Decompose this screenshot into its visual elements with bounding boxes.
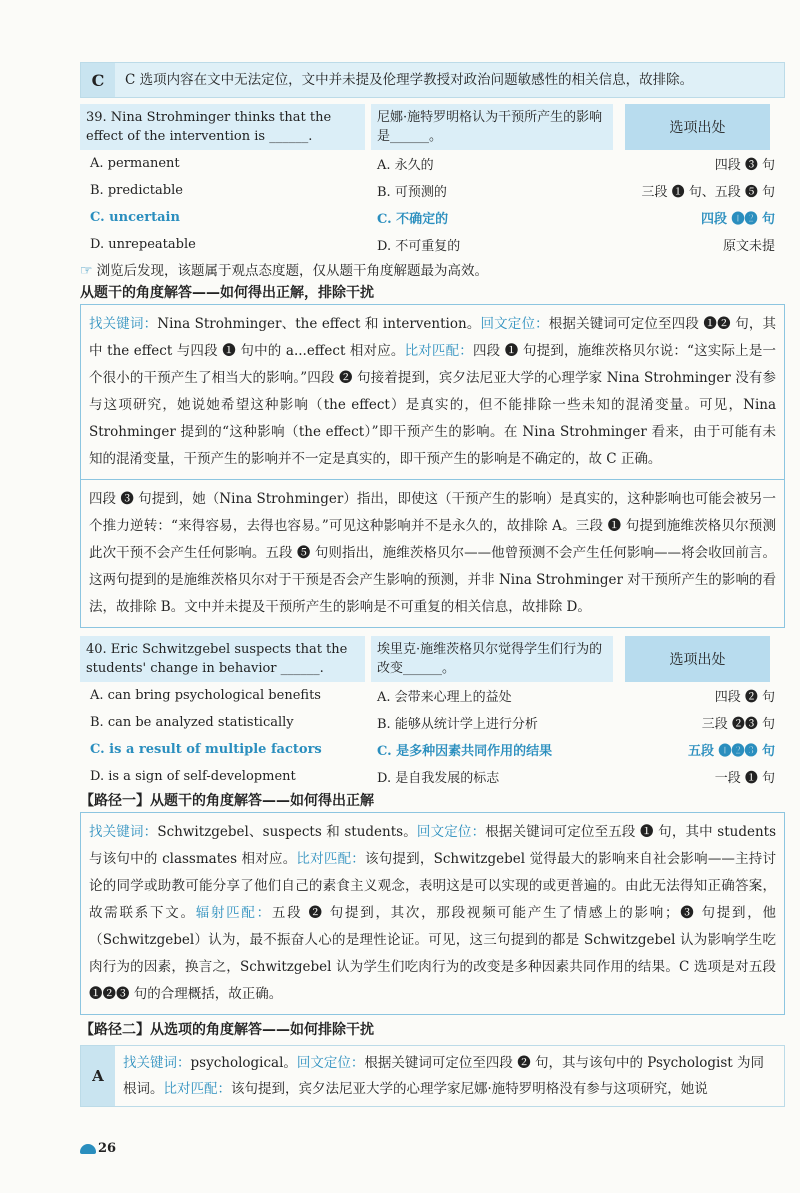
analysis-step-label: 找关键词： [123,1055,191,1071]
option-source: 一段 ❶ 句 [714,771,775,786]
option-chinese: D. 是自我发展的标志 [377,771,500,786]
tip-text: 浏览后发现，该题属于观点态度题，仅从题干角度解题最为高效。 [96,263,489,279]
analysis-step-label: 比对匹配： [296,851,365,867]
question-40-options [80,682,785,790]
question-39-chinese: 尼娜·施特罗明格认为干预所产生的影响是______。 [371,104,613,150]
analysis-text: 五段 ❷ 句提到，其次，那段视频可能产生了情感上的影响；❸ 句提到，他（Schwitzgebel）认为，最不振奋人心的是理性论证。可见，这三句提到的都是 Schwitzgebel 认为影响学生吃肉行为的因素，换言之，Schwitzgebel 认为学生们吃肉行为的改变是多种因素共同作用的结果。C 选项是对五段 ❶❷❸ 句的合理概括，故正确。 [89,905,777,1002]
option-row [80,150,785,177]
question-39-options [80,150,785,258]
analysis-step-label: 回文定位： [480,316,549,332]
option-source: 三段 ❷❸ 句 [701,717,775,732]
source-column-header: 选项出处 [625,104,770,150]
question-39 [80,104,785,258]
analysis-step-label: 回文定位： [416,824,486,840]
question-39-english: 39. Nina Strohminger thinks that the effect of the intervention is ______. [80,104,365,150]
analysis-text: 四段 ❶ 句提到，施维茨格贝尔说：“这实际上是一个很小的干预产生了相当大的影响。”四段 ❷ 句接着提到，宾夕法尼亚大学的心理学家 Nina Strohminger 没有参与这项研究，她说她希望这种影响（the effect）是真实的，但不能排除一些未知的混淆变量。可见，Nina Strohminger 提到的“这种影响（the effect）”即干预产生的影响。在 Nina Strohminger 看来，由于可能有未知的混淆变量，干预产生的影响并不一定是真实的，即干预产生的影响是不确定的，故 C 正确。 [89,343,777,467]
book-logo-icon [80,1144,96,1154]
option-chinese: B. 能够从统计学上进行分析 [377,717,538,732]
option-row [80,709,785,736]
q40-path1-heading: 【路径一】从题干的角度解答——如何得出正解 [80,793,374,809]
option-a-text [115,1046,784,1106]
question-40-english: 40. Eric Schwitzgebel suspects that the students' change in behavior ______. [80,636,365,682]
option-chinese: C. 不确定的 [377,212,449,227]
option-source: 原文未提 [722,239,775,254]
analysis-step-label: 辐射匹配： [195,905,272,921]
option-a-explanation [80,1045,785,1107]
option-chinese: C. 是多种因素共同作用的结果 [377,744,553,759]
q39-analysis-box-2: 四段 ❸ 句提到，她（Nina Strohminger）指出，即使这（干预产生的影响）是真实的，这种影响也可能会被另一个推力逆转：“来得容易，去得也容易。”可见这种影响并不是永久的，故排除 A。三段 ❶ 句提到施维茨格贝尔预测此次干预不会产生任何影响。五段 ❺ 句则指出，施维茨格贝尔——他曾预测不会产生任何影响——将会收回前言。这两句提到的是施维茨格贝尔对于干预是否会产生影响的预测，并非 Nina Strohminger 对干预所产生的影响的看法，故排除 B。文中并未提及干预所产生的影响是不可重复的相关信息，故排除 D。 [80,480,785,628]
option-english: B. predictable [90,183,183,198]
option-english: C. is a result of multiple factors [90,742,322,757]
analysis-text: 根据关键词可定位至五段 ❶ 句，其中 students 与该句中的 classmates 相对应。 [89,824,777,867]
option-chinese: A. 永久的 [377,158,434,173]
option-english: C. uncertain [90,210,180,225]
page-number: 26 [98,1141,117,1156]
question-39-header [80,104,785,150]
analysis-text: psychological。 [190,1055,297,1071]
analysis-step-label: 比对匹配： [163,1081,231,1097]
analysis-text: Nina Strohminger、the effect 和 intervention。 [157,316,481,332]
option-row [80,763,785,790]
option-row [80,231,785,258]
option-source: 四段 ❸ 句 [714,158,775,173]
option-letter: C [81,63,115,97]
page-content [80,62,785,1107]
analysis-step-label: 回文定位： [296,1055,365,1071]
analysis-step-label: 找关键词： [89,824,158,840]
source-column-header: 选项出处 [625,636,770,682]
page-footer [80,1141,116,1156]
option-letter: A [81,1046,115,1106]
analysis-text: 该句提到，宾夕法尼亚大学的心理学家尼娜·施特罗明格没有参与这项研究，她说 [231,1081,708,1097]
option-english: D. unrepeatable [90,237,196,252]
q39-analysis-box-1 [80,304,785,480]
option-chinese: D. 不可重复的 [377,239,461,254]
option-english: A. permanent [90,156,180,171]
analysis-step-label: 比对匹配： [404,343,473,359]
option-source: 四段 ❶❷ 句 [700,212,775,227]
option-source: 五段 ❶❷❸ 句 [687,744,775,759]
option-english: A. can bring psychological benefits [90,688,321,703]
option-row [80,736,785,763]
option-row [80,177,785,204]
option-english: B. can be analyzed statistically [90,715,294,730]
analysis-text: 根据关键词可定位至四段 ❷ 句，其与该句中的 Psychologist 为同根词。 [123,1055,765,1097]
option-source: 四段 ❷ 句 [714,690,775,705]
analysis-text: 该句提到，Schwitzgebel 觉得最大的影响来自社会影响——主持讨论的同学或助教可能分享了他们自己的素食主义观念，表明这是可以实现的或更普遍的。由此无法得知正确答案，故需联系下文。 [89,851,776,921]
option-row [80,682,785,709]
option-chinese: A. 会带来心理上的益处 [377,690,512,705]
question-40-chinese: 埃里克·施维茨格贝尔觉得学生们行为的改变______。 [371,636,613,682]
option-c-text: C 选项内容在文中无法定位，文中并未提及伦理学教授对政治问题敏感性的相关信息，故排除。 [125,72,694,88]
analysis-step-label: 找关键词： [89,316,158,332]
option-english: D. is a sign of self-development [90,769,296,784]
analysis-text: 根据关键词可定位至四段 ❶❷ 句，其中 the effect 与四段 ❶ 句中的 a...effect 相对应。 [89,316,777,359]
tip-note [80,260,785,282]
pointing-hand-icon: ☞ [80,263,93,279]
analysis-text: Schwitzgebel、suspects 和 students。 [157,824,417,840]
option-chinese: B. 可预测的 [377,185,447,200]
option-source: 三段 ❶ 句、五段 ❺ 句 [641,185,775,200]
question-40 [80,636,785,790]
option-c-explanation [80,62,785,98]
q40-path2-heading: 【路径二】从选项的角度解答——如何排除干扰 [80,1022,374,1038]
q40-path1-box [80,812,785,1015]
option-row [80,204,785,231]
question-40-header [80,636,785,682]
q39-answer-heading: 从题干的角度解答——如何得出正解，排除干扰 [80,285,374,301]
